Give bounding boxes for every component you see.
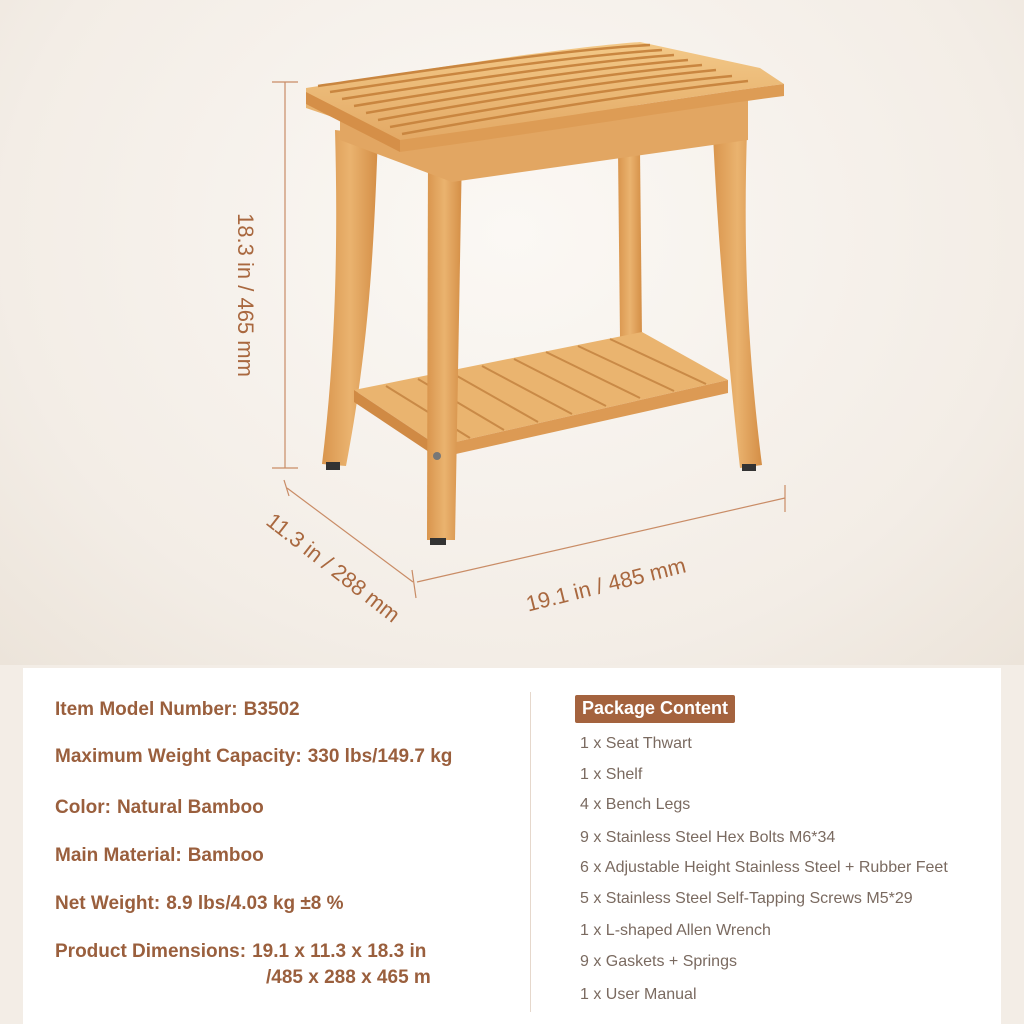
- spec-weight-capacity: [55, 746, 452, 768]
- package-item: 9 x Gaskets + Springs: [580, 953, 737, 970]
- spec-value: Bamboo: [187, 845, 264, 866]
- width-dimension-label: 19.1 in / 485 mm: [523, 552, 689, 617]
- spec-value: 330 lbs/149.7 kg: [307, 746, 453, 767]
- spec-net-weight: [55, 893, 344, 915]
- package-item: 9 x Stainless Steel Hex Bolts M6*34: [580, 829, 836, 846]
- package-item: 1 x L-shaped Allen Wrench: [580, 922, 771, 939]
- depth-dimension-label: 11.3 in / 288 mm: [261, 507, 405, 628]
- spec-product-dimensions-metric: /485 x 288 x 465 m: [266, 967, 431, 988]
- package-item: 4 x Bench Legs: [580, 796, 691, 813]
- height-dimension-label: 18.3 in / 465 mm: [233, 213, 258, 377]
- spec-value: 19.1 x 11.3 x 18.3 in: [252, 941, 427, 962]
- package-item: 1 x User Manual: [580, 986, 697, 1003]
- spec-label: Main Material:: [55, 845, 182, 866]
- spec-color: [55, 797, 264, 819]
- package-item: 5 x Stainless Steel Self-Tapping Screws M5*29: [580, 890, 913, 907]
- spec-value: 8.9 lbs/4.03 kg ±8 %: [166, 893, 344, 914]
- spec-model-number: [55, 699, 300, 721]
- spec-label: Product Dimensions:: [55, 941, 247, 962]
- spec-product-dimensions: [55, 941, 426, 963]
- package-item: 1 x Shelf: [580, 766, 643, 783]
- spec-label: Item Model Number:: [55, 699, 238, 720]
- package-item: 1 x Seat Thwart: [580, 735, 692, 752]
- package-item: 6 x Adjustable Height Stainless Steel + Rubber Feet: [580, 859, 948, 876]
- spec-main-material: [55, 845, 264, 867]
- spec-label: Net Weight:: [55, 893, 161, 914]
- spec-label: Color:: [55, 797, 111, 818]
- spec-value: B3502: [243, 699, 300, 720]
- package-content-title: Package Content: [575, 695, 735, 723]
- spec-value: Natural Bamboo: [116, 797, 264, 818]
- panel-divider: [530, 692, 531, 1012]
- spec-label: Maximum Weight Capacity:: [55, 746, 302, 767]
